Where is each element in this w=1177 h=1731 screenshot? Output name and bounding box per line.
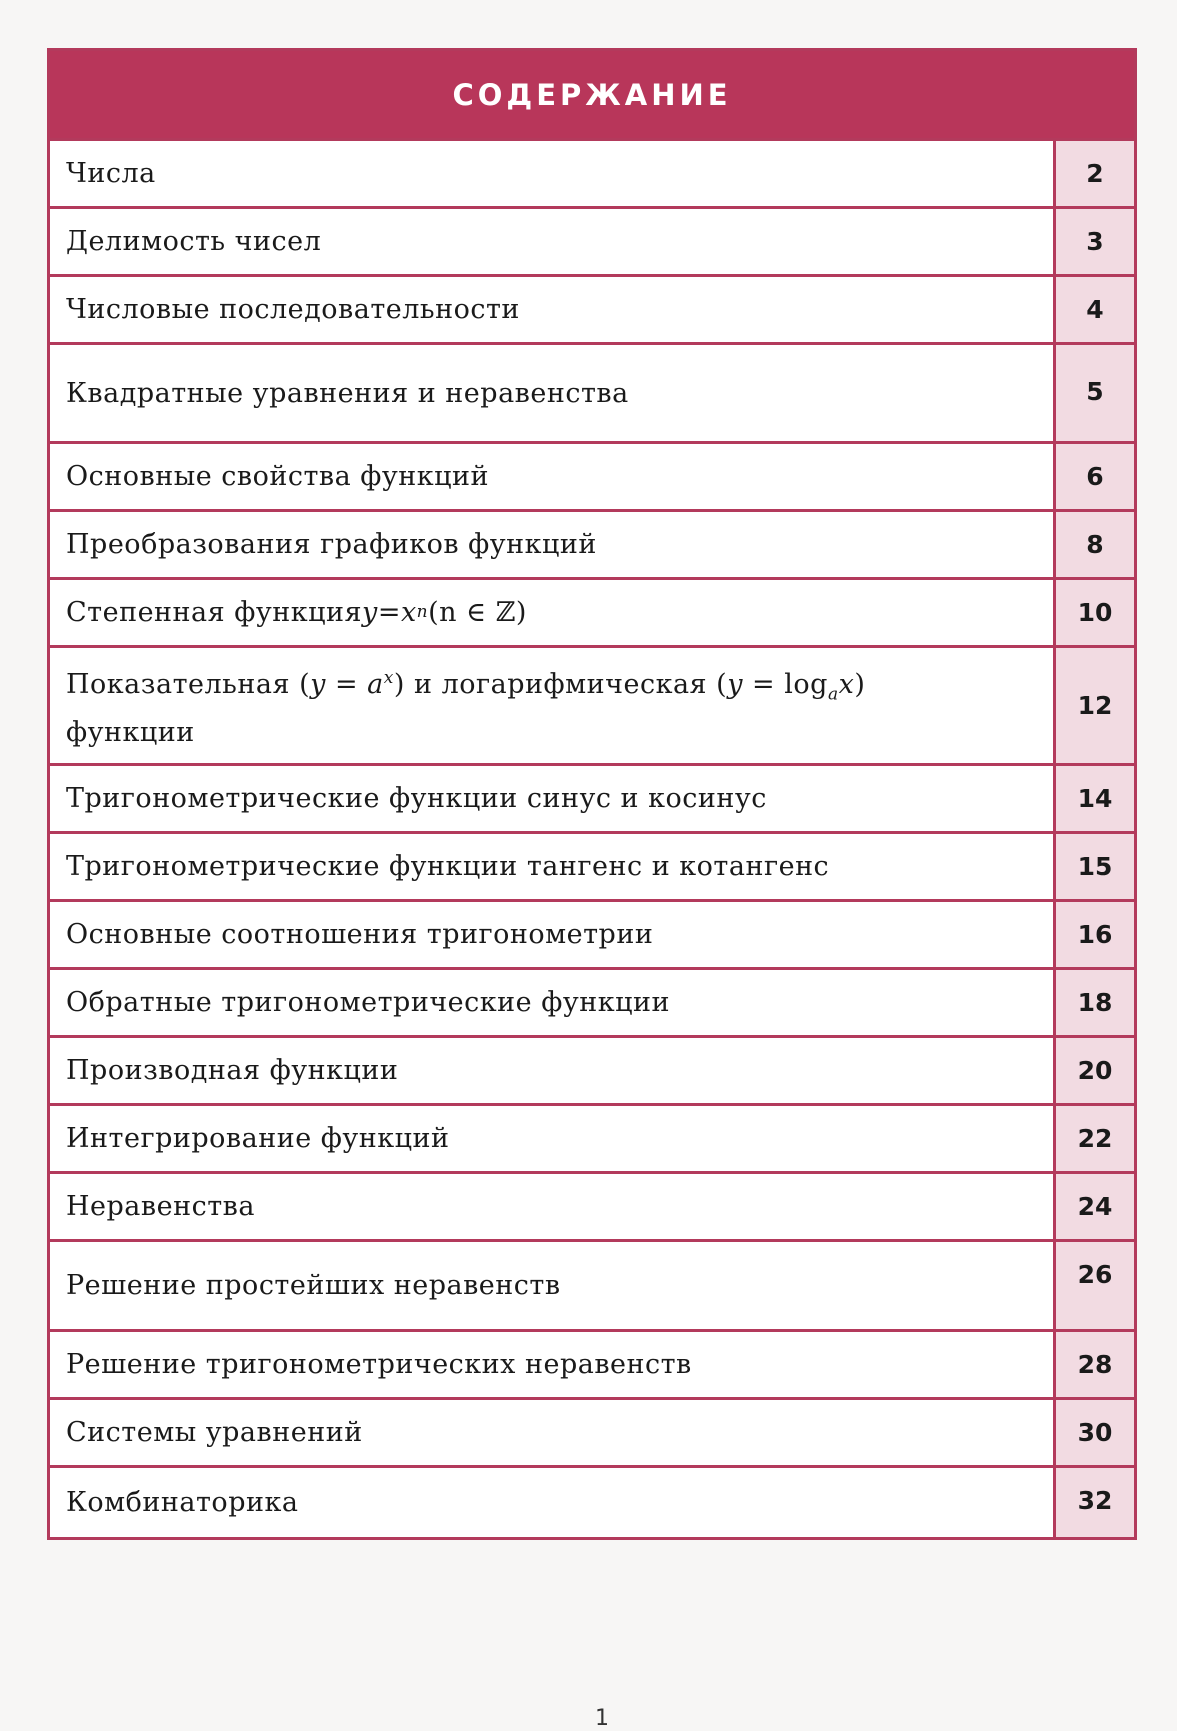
toc-row-page: 12 — [1056, 648, 1134, 763]
toc-row[interactable] — [50, 1465, 1134, 1537]
toc-row[interactable] — [50, 206, 1134, 274]
math-equals: = — [325, 669, 368, 701]
toc-row-page: 22 — [1056, 1106, 1134, 1171]
toc-row[interactable] — [50, 342, 1134, 441]
math-equals: = — [742, 669, 785, 701]
toc-row-page: 24 — [1056, 1174, 1134, 1239]
title-line-1 — [66, 660, 865, 713]
math-equals: = — [377, 597, 401, 628]
toc-row-title: Комбинаторика — [50, 1468, 1056, 1537]
table-of-contents — [47, 48, 1137, 1540]
toc-row-title: Основные соотношения тригонометрии — [50, 902, 1056, 967]
toc-row[interactable] — [50, 831, 1134, 899]
toc-row-title: Делимость чисел — [50, 209, 1056, 274]
toc-row-title: Основные свойства функций — [50, 444, 1056, 509]
toc-row[interactable] — [50, 1239, 1134, 1329]
toc-row-page: 15 — [1056, 834, 1134, 899]
toc-row[interactable] — [50, 1329, 1134, 1397]
toc-row[interactable] — [50, 509, 1134, 577]
math-y: y — [362, 597, 378, 628]
toc-row-page: 10 — [1056, 580, 1134, 645]
toc-row-title — [50, 580, 1056, 645]
toc-row[interactable] — [50, 967, 1134, 1035]
toc-row[interactable] — [50, 763, 1134, 831]
toc-row[interactable] — [50, 1171, 1134, 1239]
toc-row-title: Интегрирование функций — [50, 1106, 1056, 1171]
math-set: (n ∈ ℤ) — [428, 597, 527, 628]
toc-row[interactable] — [50, 274, 1134, 342]
toc-row-page: 26 — [1056, 1242, 1134, 1329]
toc-row[interactable] — [50, 138, 1134, 206]
toc-row-page: 4 — [1056, 277, 1134, 342]
title-text: ) и логарифмическая ( — [393, 669, 728, 701]
toc-row-page: 5 — [1056, 345, 1134, 441]
title-text: ) — [854, 669, 866, 701]
toc-row[interactable] — [50, 441, 1134, 509]
toc-row-page: 32 — [1056, 1468, 1134, 1537]
toc-row-title: Обратные тригонометрические функции — [50, 970, 1056, 1035]
toc-row-title: Тригонометрические функции тангенс и котангенс — [50, 834, 1056, 899]
toc-row-page: 28 — [1056, 1332, 1134, 1397]
math-exponent: x — [383, 668, 394, 689]
toc-row-title: Неравенства — [50, 1174, 1056, 1239]
toc-row-page: 20 — [1056, 1038, 1134, 1103]
title-text: Степенная функция — [66, 597, 363, 628]
math-x: x — [838, 669, 855, 701]
toc-row[interactable] — [50, 577, 1134, 645]
toc-row-page: 14 — [1056, 766, 1134, 831]
toc-row-title: Производная функции — [50, 1038, 1056, 1103]
toc-row-page: 3 — [1056, 209, 1134, 274]
toc-row[interactable] — [50, 1397, 1134, 1465]
toc-row-page: 18 — [1056, 970, 1134, 1035]
math-x: x — [400, 597, 417, 628]
toc-row-title: Решение тригонометрических неравенств — [50, 1332, 1056, 1397]
toc-row-title: Числа — [50, 141, 1056, 206]
math-log: log — [784, 669, 828, 701]
toc-row-title: Преобразования графиков функций — [50, 512, 1056, 577]
toc-row[interactable] — [50, 899, 1134, 967]
toc-row[interactable] — [50, 645, 1134, 763]
toc-row-title: Тригонометрические функции синус и косинус — [50, 766, 1056, 831]
math-exponent: n — [416, 602, 429, 622]
toc-row-title: Квадратные уравнения и неравенства — [50, 345, 1056, 441]
toc-row-page: 6 — [1056, 444, 1134, 509]
toc-row[interactable] — [50, 1035, 1134, 1103]
toc-row-page: 2 — [1056, 141, 1134, 206]
toc-header — [50, 51, 1134, 138]
toc-title: СОДЕРЖАНИЕ — [452, 77, 732, 112]
toc-row-page: 30 — [1056, 1400, 1134, 1465]
toc-row-page: 8 — [1056, 512, 1134, 577]
toc-row-title — [50, 648, 1056, 763]
toc-row-title: Системы уравнений — [50, 1400, 1056, 1465]
math-log-base: a — [827, 684, 839, 705]
toc-row-page: 16 — [1056, 902, 1134, 967]
math-a: a — [367, 669, 384, 701]
toc-row-title: Числовые последовательности — [50, 277, 1056, 342]
page-number: 1 — [595, 1706, 609, 1731]
toc-row-title: Решение простейших неравенств — [50, 1242, 1056, 1329]
title-line-2: функции — [66, 716, 195, 748]
toc-row[interactable] — [50, 1103, 1134, 1171]
math-y: y — [727, 669, 743, 701]
math-y: y — [310, 669, 326, 701]
title-text: Показательная ( — [66, 669, 311, 701]
